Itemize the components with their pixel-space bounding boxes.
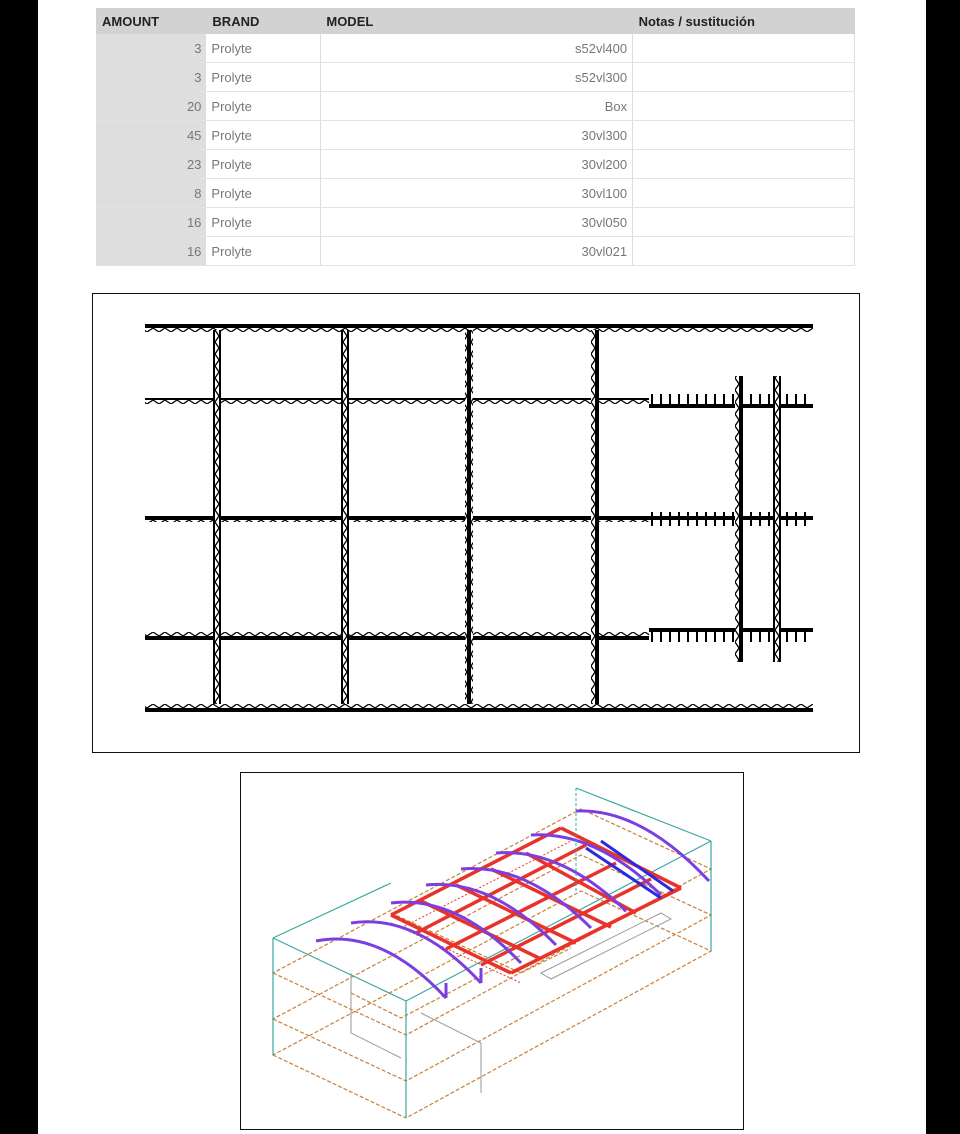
cell-amount: 8: [96, 179, 206, 208]
cell-model: s52vl300: [320, 63, 632, 92]
equipment-table: [96, 8, 855, 266]
ladder-truss-3: [649, 628, 813, 642]
cell-amount: 23: [96, 150, 206, 179]
cell-brand: Prolyte: [206, 34, 320, 63]
cell-model: 30vl300: [320, 121, 632, 150]
cell-notes: [633, 121, 855, 150]
header-model: MODEL: [320, 8, 632, 34]
table-row: [96, 121, 855, 150]
cell-amount: 45: [96, 121, 206, 150]
header-amount: AMOUNT: [96, 8, 206, 34]
cell-brand: Prolyte: [206, 121, 320, 150]
cell-model: Box: [320, 92, 632, 121]
cell-brand: Prolyte: [206, 63, 320, 92]
truss-column-4: [591, 330, 599, 704]
table-header-row: [96, 8, 855, 34]
cell-model: 30vl050: [320, 208, 632, 237]
building-edges: [273, 788, 711, 1118]
cell-amount: 16: [96, 237, 206, 266]
cell-amount: 3: [96, 63, 206, 92]
truss-beam-row3: [145, 516, 713, 522]
document-page: [38, 0, 926, 1134]
header-notes: Notas / sustitución: [633, 8, 855, 34]
header-brand: BRAND: [206, 8, 320, 34]
cell-brand: Prolyte: [206, 179, 320, 208]
truss-beam-bottom: [145, 704, 813, 712]
ladder-truss-2: [649, 512, 813, 526]
table-row: [96, 150, 855, 179]
cell-notes: [633, 34, 855, 63]
truss-beam-top: [145, 324, 813, 332]
cell-amount: 3: [96, 34, 206, 63]
cell-amount: 16: [96, 208, 206, 237]
table-row: [96, 179, 855, 208]
truss-column-3: [465, 330, 473, 704]
table-row: [96, 237, 855, 266]
ladder-truss-1: [649, 394, 813, 408]
cell-brand: Prolyte: [206, 92, 320, 121]
red-truss-grid: [391, 828, 681, 973]
cell-notes: [633, 63, 855, 92]
cell-notes: [633, 150, 855, 179]
cell-model: 30vl100: [320, 179, 632, 208]
cell-notes: [633, 179, 855, 208]
cell-model: s52vl400: [320, 34, 632, 63]
interior-structure: [351, 913, 671, 1093]
cell-brand: Prolyte: [206, 237, 320, 266]
plan-svg: [93, 294, 859, 752]
truss-beam-row2: [145, 398, 713, 404]
truss-column-6: [773, 376, 781, 662]
cell-brand: Prolyte: [206, 208, 320, 237]
truss-isometric-drawing: [240, 772, 744, 1130]
truss-column-2: [341, 330, 349, 704]
cell-notes: [633, 237, 855, 266]
table-row: [96, 34, 855, 63]
table-row: [96, 208, 855, 237]
cell-notes: [633, 92, 855, 121]
cell-model: 30vl200: [320, 150, 632, 179]
table-row: [96, 63, 855, 92]
isometric-svg: [241, 773, 743, 1129]
truss-column-5: [735, 376, 743, 662]
truss-plan-drawing: [92, 293, 860, 753]
cell-brand: Prolyte: [206, 150, 320, 179]
cell-amount: 20: [96, 92, 206, 121]
cell-notes: [633, 208, 855, 237]
table-row: [96, 92, 855, 121]
truss-column-1: [213, 330, 221, 704]
truss-beam-row4: [145, 632, 713, 640]
cell-model: 30vl021: [320, 237, 632, 266]
